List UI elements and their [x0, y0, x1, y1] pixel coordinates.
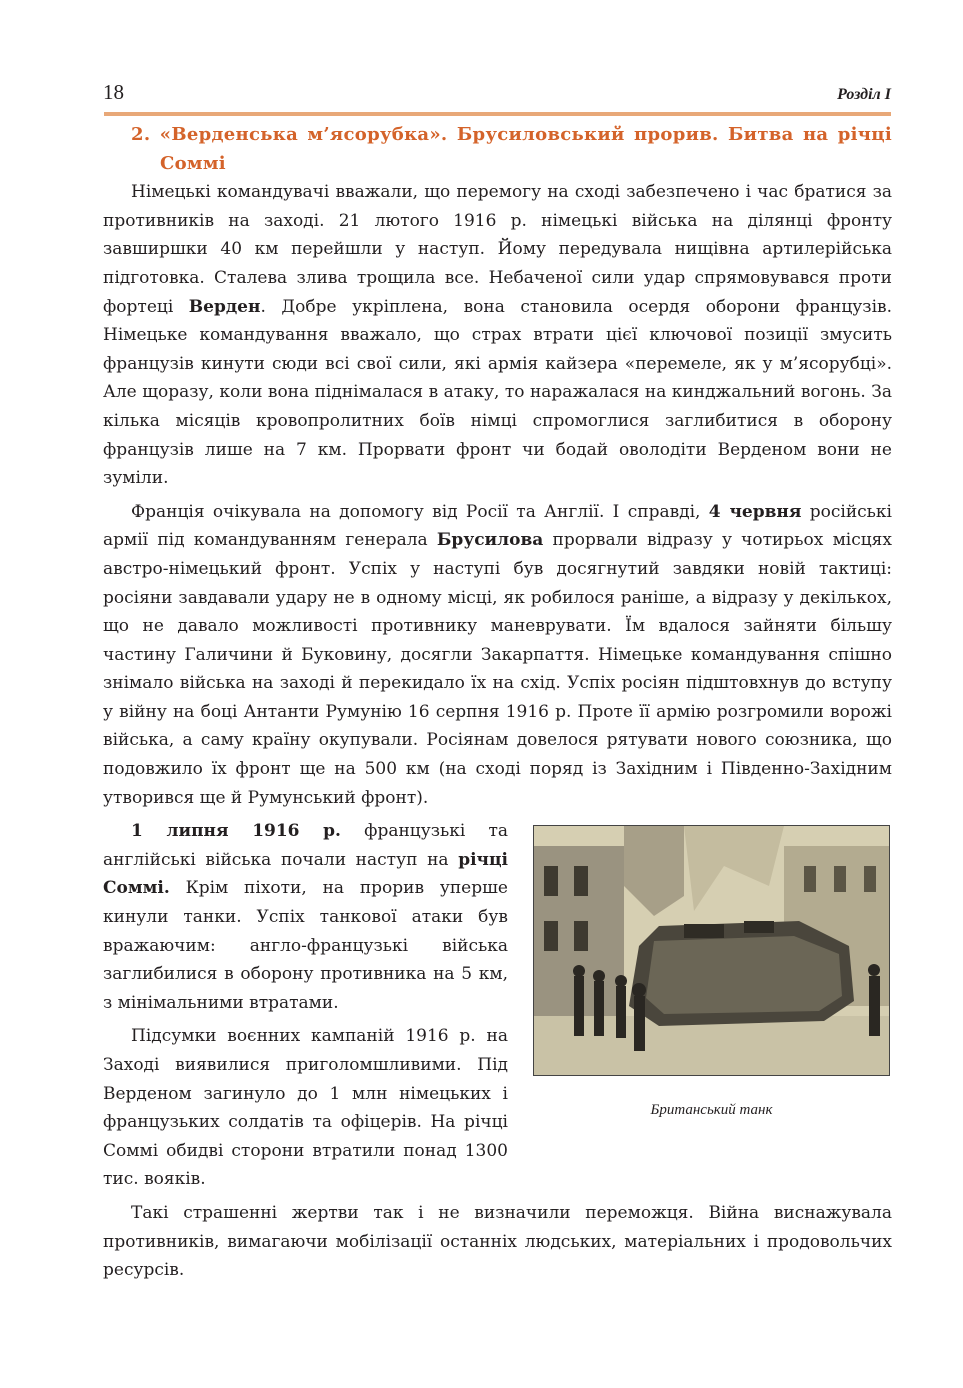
paragraph-somme — [103, 817, 508, 1017]
bold-term: 1 липня 1916 р. — [131, 821, 341, 842]
paragraph-text: Німецькі командувачі вважали, що перемогу на сході забезпечено і час братися за противників на заході. 21 лютого 1916 р. німецькі війська на ділянці фронту завширшки 40 км перейшли у наступ. Йому передувала нищівна артилерійська підготовка. Сталева злива трощила все. Небаченої сили удар спрямовувався проти фортеці — [103, 182, 892, 317]
figure-caption: Британський танк — [650, 1102, 773, 1119]
bold-term: Брусилова — [436, 530, 544, 551]
paragraph-brusilov — [103, 498, 892, 813]
paragraph-text: Крім піхоти, на прорив уперше кинули танки. Успіх танкової атаки був вражаючим: англо-французькі війська заглибилися в оборону противника на 5 км, з мінімальними втратами. — [103, 878, 508, 1013]
paragraph-results: Підсумки воєнних кампаній 1916 р. на Заході виявилися приголомшливими. Під Верденом загинуло до 1 млн німецьких і французьких солдатів та офіцерів. На річці Соммі обидві сторони втратили понад 1300 тис. вояків. — [103, 1026, 508, 1190]
bold-term: 4 червня — [708, 501, 802, 522]
paragraph-text: прорвали відразу у чотирьох місцях австро-німецький фронт. Успіх у наступі був досягнутий завдяки новій тактиці: росіяни завдавали удару не в одному місці, як робилося раніше, а відразу у декількох, що не давало можливості противнику маневрувати. Їм вдалося зайняти більшу частину Галичини й Буковину, досягли Закарпаття. Німецьке командування спішно знімало війська на заході й перекидало їх на схід. Успіх росіян підштовхнув до вступу у війну на боці Антанти Румунію 16 серпня 1916 р. Проте її армію розгромили ворожі війська, а саму країну окупували. Росіянам довелося рятувати нового союзника, що подовжило їх фронт ще на 500 км (на сході поряд із Західним і Південно-Західним утворився ще й Румунський фронт). — [103, 530, 892, 808]
section-heading: 2. «Верденська м’ясорубка». Брусиловський прорив. Битва на річці Соммі — [131, 124, 892, 174]
page-content — [103, 121, 892, 1285]
paragraph-text: Франція очікувала на допомогу від Росії та Англії. І справді, — [131, 501, 709, 522]
tank-photo-illustration — [534, 826, 889, 1075]
tank-photo — [533, 825, 890, 1076]
paragraph-text: французькі та англійські війська почали наступ на — [103, 821, 508, 870]
section-label: Розділ І — [837, 86, 891, 103]
bold-term: Верден — [188, 296, 261, 317]
paragraph-text: . Добре укріплена, вона становила осердя оборони французів. Німецьке командування вважало, що страх втрати цієї ключової позиції змусить французів кинути сюди всі свої сили, які армія кайзера «перемеле, як у м’ясорубці». Але щоразу, коли вона піднімалася в атаку, то наражалася на кинджальний вогонь. За кілька місяців кровопролитних боїв німці спромоглися заглибитися в оборону французів лише на 7 км. Прорвати фронт чи бодай оволодіти Верденом вони не зуміли. — [103, 296, 892, 489]
paragraph-text: російські армії під командуванням генерала — [103, 501, 892, 551]
somme-block — [103, 812, 892, 1194]
figure — [533, 825, 890, 1125]
paragraph-verdun — [103, 178, 892, 493]
header-rule — [104, 112, 891, 116]
page-number: 18 — [103, 80, 124, 104]
bold-term: річці Соммі. — [103, 849, 508, 899]
left-column — [103, 812, 508, 1194]
paragraph-conclusion: Такі страшенні жертви так і не визначили переможця. Війна виснажувала противників, вимагаючи мобілізації останніх людських, матеріальних і продовольчих ресурсів. — [103, 1202, 892, 1281]
